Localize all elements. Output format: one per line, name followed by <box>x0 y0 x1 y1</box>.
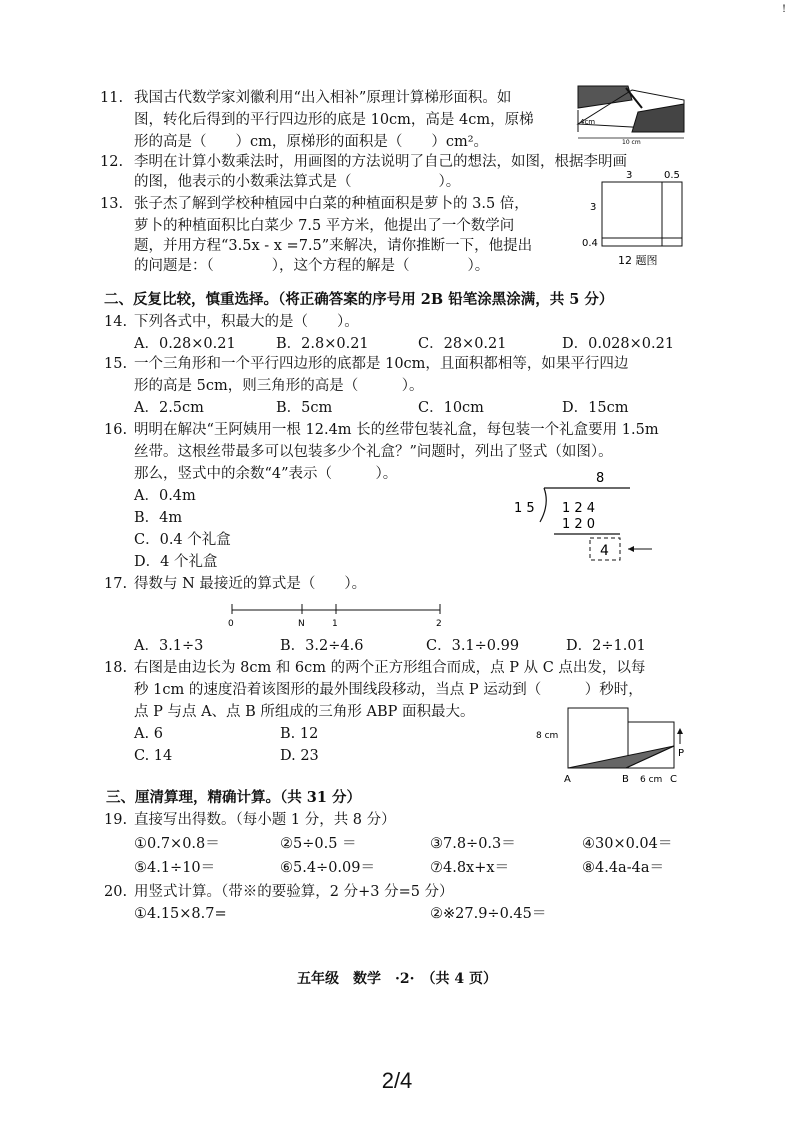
q11-fig-base-label: 10 cm <box>622 139 641 146</box>
q12-line2: 的图，他表示的小数乘法算式是（ ）。 <box>134 174 461 190</box>
q12-fig-top-05: 0.5 <box>664 170 680 181</box>
q11-fig-height-label: 4cm <box>580 118 596 126</box>
q11-line2: 图，转化后得到的平行四边形的底是 10cm，高是 4cm，原梯 <box>134 112 534 128</box>
q16-long-division-figure <box>510 466 660 566</box>
q12-fig-caption: 12 题图 <box>618 254 658 267</box>
q19-item-7: ⑦4.8x+x＝ <box>430 860 510 876</box>
q17-number-line <box>222 600 452 630</box>
q18-fig-P: P <box>678 748 685 759</box>
q19-item-3: ③7.8÷0.3＝ <box>430 836 516 852</box>
q16-option-c: C．0.4 个礼盒 <box>134 532 231 548</box>
q16-dividend: 1 2 4 <box>562 501 596 516</box>
q14-option-d: D．0.028×0.21 <box>562 336 675 352</box>
q14-stem: 下列各式中，积最大的是（ ）。 <box>134 314 359 330</box>
q18-line1: 右图是由边长为 8cm 和 6cm 的两个正方形组合而成，点 P 从 C 点出发，以每 <box>134 660 646 676</box>
q18-fig-C: C <box>670 774 677 785</box>
q17-option-c: C．3.1÷0.99 <box>426 638 520 654</box>
q17-stem: 得数与 N 最接近的算式是（ ）。 <box>134 576 367 592</box>
q11-line1: 我国古代数学家刘徽利用“出入相补”原理计算梯形面积。如 <box>134 90 512 106</box>
q13-line1: 张子杰了解到学校种植园中白菜的种植面积是萝卜的 3.5 倍， <box>134 196 529 212</box>
q15-option-b: B．5cm <box>276 400 333 416</box>
corner-mark: ! <box>781 4 786 15</box>
q16-quotient: 8 <box>596 471 605 486</box>
q20-number: 20. <box>104 884 128 900</box>
q18-line3: 点 P 与点 A、点 B 所组成的三角形 ABP 面积最大。 <box>134 704 475 720</box>
q14-option-c: C．28×0.21 <box>418 336 507 352</box>
q17-option-a: A．3.1÷3 <box>134 638 204 654</box>
q13-number: 13. <box>100 196 124 212</box>
q13-line3: 题，并用方程“3.5x - x =7.5”来解决，请你推断一下，他提出 <box>134 238 533 254</box>
q13-line4: 的问题是：（ ），这个方程的解是（ ）。 <box>134 258 490 274</box>
q18-fig-8cm: 8 cm <box>536 731 559 741</box>
q19-item-4: ④30×0.04＝ <box>582 836 673 852</box>
q20-stem: 用竖式计算。（带※的要验算，2 分+3 分=5 分） <box>134 884 454 900</box>
q16-option-d: D．4 个礼盒 <box>134 554 218 570</box>
q14-option-b: B．2.8×0.21 <box>276 336 369 352</box>
q19-item-5: ⑤4.1÷10＝ <box>134 860 216 876</box>
page-footer: 五年级 数学 ·2· （共 4 页） <box>297 971 497 987</box>
q19-item-2: ②5÷0.5 ＝ <box>280 836 357 852</box>
q18-number: 18. <box>104 660 128 676</box>
q19-stem: 直接写出得数。（每小题 1 分，共 8 分） <box>134 812 396 828</box>
q17-label-0: 0 <box>228 619 234 629</box>
q18-fig-6cm: 6 cm <box>640 775 663 785</box>
q19-item-1: ①0.7×0.8＝ <box>134 836 220 852</box>
q17-option-b: B．3.2÷4.6 <box>280 638 364 654</box>
q17-label-1: 1 <box>332 619 338 629</box>
q18-option-d: D. 23 <box>280 748 319 764</box>
q15-line1: 一个三角形和一个平行四边形的底都是 10cm，且面积都相等，如果平行四边 <box>134 356 629 372</box>
q13-line2: 萝卜的种植面积比白菜少 7.5 平方米，他提出了一个数学问 <box>134 218 515 234</box>
q18-option-c: C. 14 <box>134 748 173 764</box>
q12-number: 12. <box>100 154 124 170</box>
q15-option-c: C．10cm <box>418 400 484 416</box>
q15-line2: 形的高是 5cm，则三角形的高是（ ）。 <box>134 378 424 394</box>
q16-remainder: 4 <box>600 543 609 559</box>
q19-item-8: ⑧4.4a-4a＝ <box>582 860 664 876</box>
q16-divisor: 1 5 <box>514 501 535 516</box>
section-3-heading: 三、厘清算理，精确计算。（共 31 分） <box>106 789 362 806</box>
q14-option-a: A．0.28×0.21 <box>134 336 236 352</box>
q18-option-a: A. 6 <box>134 726 163 742</box>
q15-number: 15. <box>104 356 128 372</box>
page-indicator: 2/4 <box>381 1068 413 1093</box>
q12-fig-left-3: 3 <box>590 202 597 213</box>
q16-option-b: B．4m <box>134 510 183 526</box>
q17-number: 17. <box>104 576 128 592</box>
q16-line3: 那么，竖式中的余数“4”表示（ ）。 <box>134 466 398 482</box>
q12-fig-left-04: 0.4 <box>582 238 598 249</box>
q15-option-d: D．15cm <box>562 400 629 416</box>
q11-line3: 形的高是（ ）cm，原梯形的面积是（ ）cm²。 <box>134 134 489 150</box>
section-2-heading: 二、反复比较，慎重选择。（将正确答案的序号用 2B 铅笔涂黑涂满，共 5 分） <box>104 291 614 308</box>
q18-fig-A: A <box>564 774 571 785</box>
q18-two-squares-figure <box>534 700 694 792</box>
q19-item-6: ⑥5.4÷0.09＝ <box>280 860 375 876</box>
q20-item-2: ②※27.9÷0.45＝ <box>430 906 547 922</box>
q17-label-2: 2 <box>436 619 442 629</box>
q16-option-a: A．0.4m <box>134 488 196 504</box>
q12-fig-top-3: 3 <box>626 170 633 181</box>
q15-option-a: A．2.5cm <box>134 400 204 416</box>
q14-number: 14. <box>104 314 128 330</box>
q12-line1: 李明在计算小数乘法时，用画图的方法说明了自己的想法，如图，根据李明画 <box>134 154 627 170</box>
q18-option-b: B. 12 <box>280 726 319 742</box>
q16-number: 16. <box>104 422 128 438</box>
q11-trapezoid-figure <box>576 80 688 146</box>
q17-option-d: D．2÷1.01 <box>566 638 646 654</box>
q18-line2: 秒 1cm 的速度沿着该图形的最外围线段移动，当点 P 运动到（ ）秒时， <box>134 682 643 698</box>
q11-number: 11. <box>100 90 124 106</box>
q16-line1: 明明在解决“王阿姨用一根 12.4m 长的丝带包装礼盒，每包装一个礼盒要用 1.5m <box>134 422 659 438</box>
q18-fig-B: B <box>622 774 629 785</box>
q12-area-model-figure <box>582 168 692 272</box>
q16-line2: 丝带。这根丝带最多可以包装多少个礼盒？”问题时，列出了竖式（如图）。 <box>134 444 613 460</box>
q16-product: 1 2 0 <box>562 517 596 532</box>
q19-number: 19. <box>104 812 128 828</box>
q17-label-N: N <box>298 619 305 629</box>
q20-item-1: ①4.15×8.7= <box>134 906 227 922</box>
